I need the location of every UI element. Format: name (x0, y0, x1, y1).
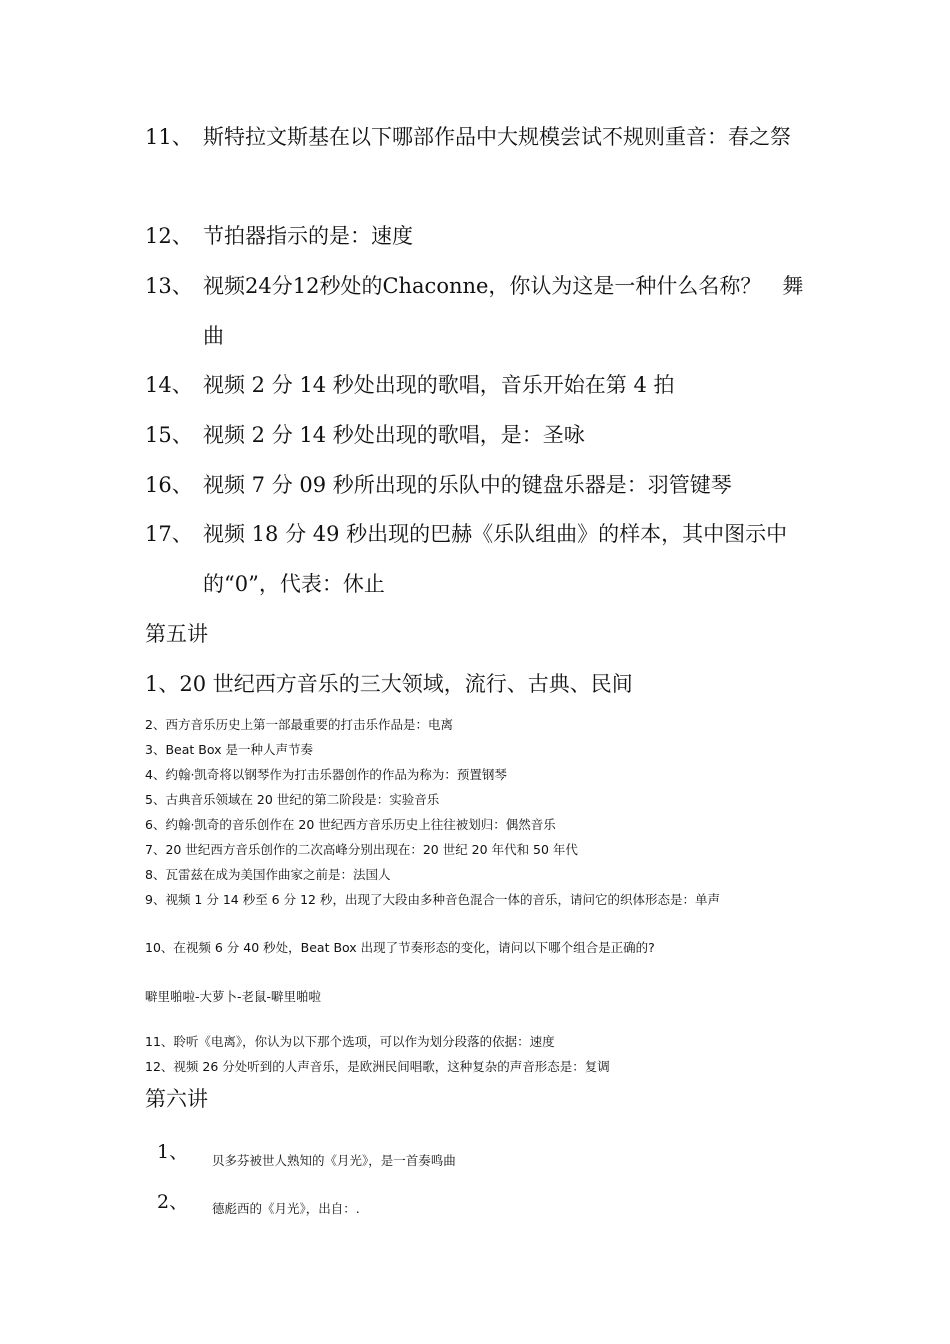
question-number: 16、 (145, 473, 193, 497)
lecture5-item-11: 11、聆听《电离》，你认为以下那个选项，可以作为划分段落的依据：速度 (145, 1034, 555, 1049)
lecture5-item-9: 9、视频 1 分 14 秒至 6 分 12 秒，出现了大段由多种音色混合一体的音乐，请问它的织体形态是：单声 (145, 892, 720, 907)
question-item-14 (145, 360, 810, 410)
question-number: 11、 (145, 125, 193, 149)
question-item-15 (145, 410, 810, 460)
lecture5-item-6: 6、约翰·凯奇的音乐创作在 20 世纪西方音乐历史上往往被划归：偶然音乐 (145, 817, 556, 832)
section-heading-lecture-6: 第六讲 (145, 1087, 208, 1111)
lecture6-item-1-text: 贝多芬被世人熟知的《月光》，是一首奏鸣曲 (212, 1153, 456, 1168)
section-heading-lecture-5: 第五讲 (145, 622, 208, 646)
lecture5-item-12: 12、视频 26 分处听到的人声音乐，是欧洲民间唱歌，这种复杂的声音形态是：复调 (145, 1059, 610, 1074)
question-item-12 (145, 211, 810, 261)
question-text: 视频 2 分 14 秒处出现的歌唱，是：圣咏 (203, 423, 585, 447)
lecture6-item-2-text: 德彪西的《月光》，出自：. (212, 1201, 360, 1216)
question-text: 节拍器指示的是：速度 (203, 224, 413, 248)
lecture5-item-10-answer: 噼里啪啦-大萝卜-老鼠-噼里啪啦 (145, 989, 322, 1004)
question-text: 视频 7 分 09 秒所出现的乐队中的键盘乐器是：羽管键琴 (203, 473, 732, 497)
question-text: 视频 18 分 49 秒出现的巴赫《乐队组曲》的样本，其中图示中的“0”，代表：休止 (203, 522, 788, 596)
question-number: 17、 (145, 522, 193, 546)
lecture5-item-2: 2、西方音乐历史上第一部最重要的打击乐作品是：电离 (145, 717, 453, 732)
question-item-13 (145, 261, 810, 361)
question-item-17 (145, 509, 810, 609)
question-item-16 (145, 460, 810, 510)
question-text: 视频24分12秒处的Chaconne，你认为这是一种什么名称？ 舞曲 (203, 274, 804, 348)
question-number: 14、 (145, 373, 193, 397)
question-text: 视频 2 分 14 秒处出现的歌唱，音乐开始在第 4 拍 (203, 373, 675, 397)
lecture5-item-5: 5、古典音乐领域在 20 世纪的第二阶段是：实验音乐 (145, 792, 440, 807)
lecture5-item-10: 10、在视频 6 分 40 秒处，Beat Box 出现了节奏形态的变化，请问以下哪个组合是正确的? (145, 940, 655, 955)
question-number: 12、 (145, 224, 193, 248)
question-item-11 (145, 112, 810, 162)
lecture5-item-8: 8、瓦雷兹在成为美国作曲家之前是：法国人 (145, 867, 391, 882)
lecture5-item-4: 4、约翰·凯奇将以钢琴作为打击乐器创作的作品为称为：预置钢琴 (145, 767, 507, 782)
lecture6-item-2-number: 2、 (157, 1191, 189, 1213)
question-text: 斯特拉文斯基在以下哪部作品中大规模尝试不规则重音：春之祭 (203, 125, 791, 149)
lecture5-item-1: 1、20 世纪西方音乐的三大领域，流行、古典、民间 (145, 672, 633, 696)
lecture5-item-3: 3、Beat Box 是一种人声节奏 (145, 742, 313, 757)
lecture6-item-1-number: 1、 (157, 1141, 189, 1163)
lecture5-item-7: 7、20 世纪西方音乐创作的二次高峰分别出现在：20 世纪 20 年代和 50 年代 (145, 842, 578, 857)
question-number: 13、 (145, 274, 193, 298)
question-number: 15、 (145, 423, 193, 447)
